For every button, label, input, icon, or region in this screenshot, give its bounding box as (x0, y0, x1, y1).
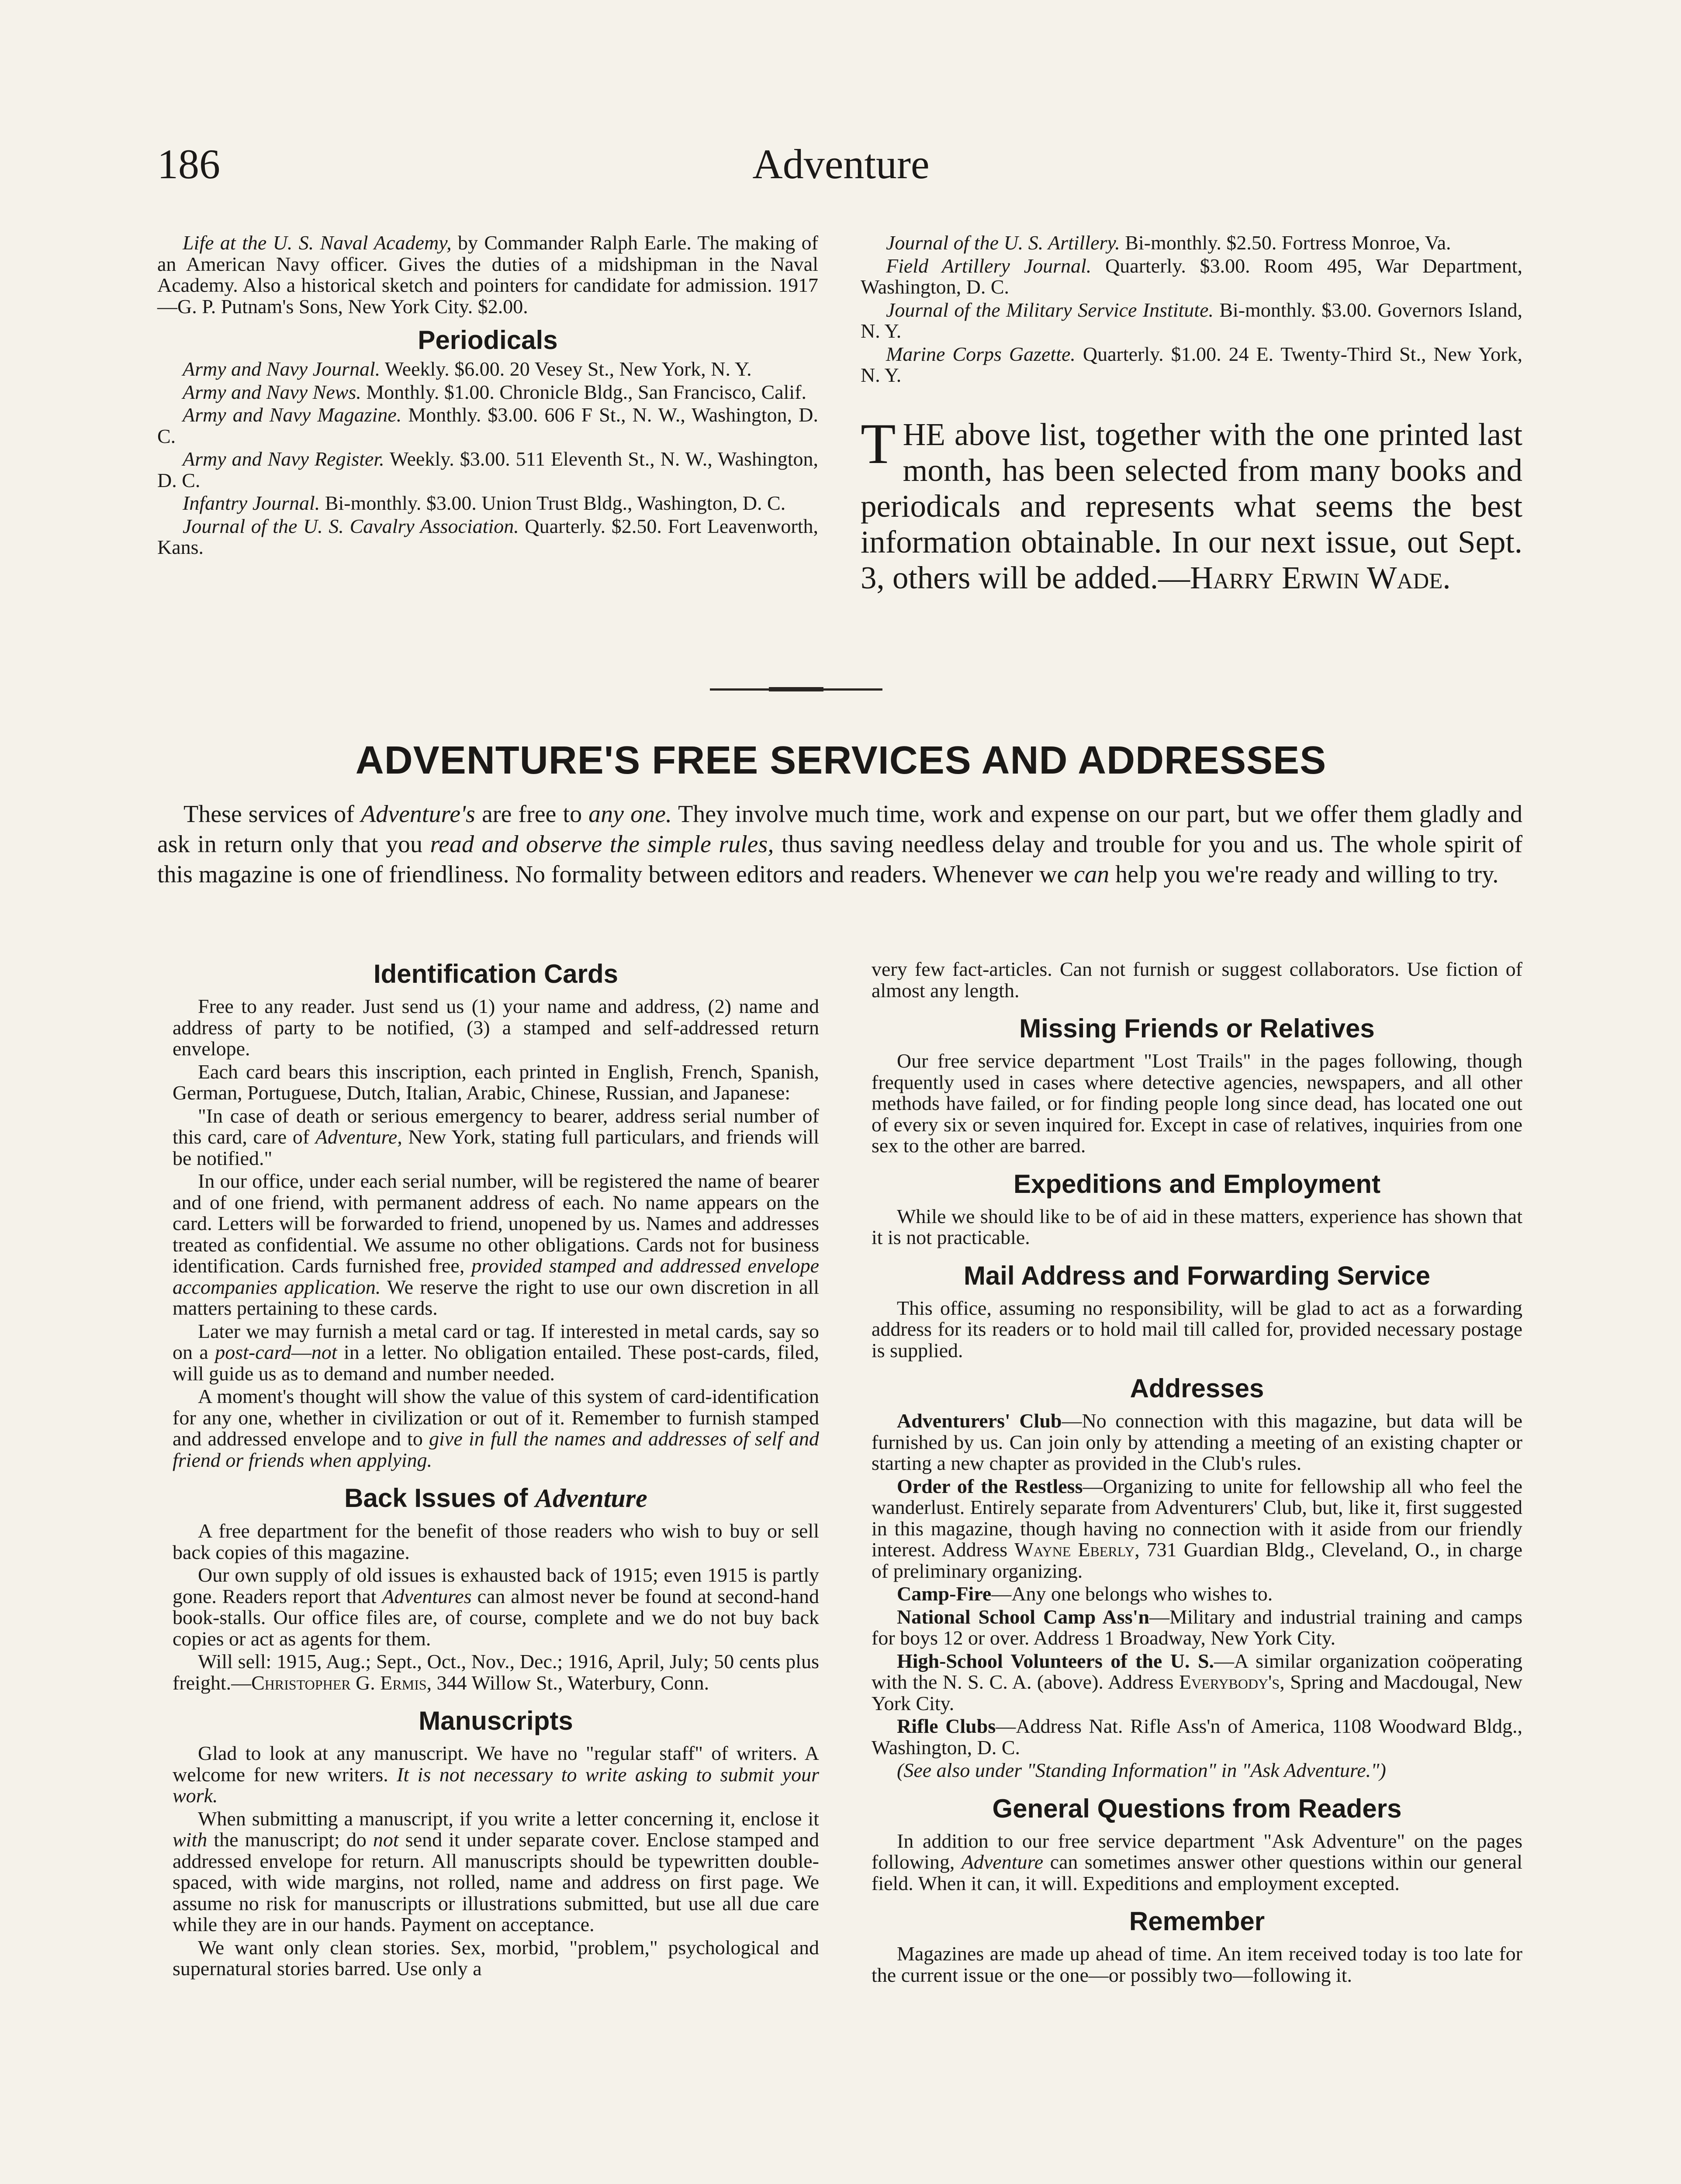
periodical-entry (861, 300, 1522, 342)
paragraph: Free to any reader. Just send us (1) your name and address, (2) name and address of party to be notified, (3) a stamped and self-addressed return envelope. (173, 995, 819, 1060)
text: Glad to look at any manuscript. We have no "regular staff" of writers. A welcome for new writers. (173, 1742, 819, 1786)
paragraph: We want only clean stories. Sex, morbid, "problem," psychological and supernatural stories barred. Use only a (173, 1936, 819, 1980)
italic-text: provided stamped and addressed envelope accompanies application. (173, 1254, 819, 1298)
intro-can: can (1074, 861, 1110, 888)
intro-text: They involve much time, work and expense on our part, but we offer them gladly and ask in return only that you (157, 801, 1522, 858)
periodical-entry (157, 516, 818, 558)
address-name: High-School Volunteers of the U. S. (897, 1649, 1214, 1672)
paragraph (173, 1386, 819, 1471)
periodical-title: Journal of the Military Service Institute. (886, 298, 1214, 321)
see-also-note (872, 1760, 1522, 1781)
text: —Organizing to unite for fellowship all who feel the wanderlust. Entirely separate from Adventurers' Club, but, like it, first suggested in this magazine, though having no connection with it aside from our friendly interest. Address (872, 1475, 1522, 1561)
text: —A similar organization coöperating with the N. S. C. A. (above). Address (872, 1649, 1522, 1693)
periodical-details: Bi-monthly. $2.50. Fortress Monroe, Va. (1120, 232, 1451, 254)
text: When submitting a manuscript, if you write a letter concerning it, enclose it (198, 1807, 819, 1830)
services-left-column (173, 959, 819, 1981)
adventure-italic: Adventure, (315, 1126, 402, 1148)
text: the manuscript; do (207, 1828, 373, 1851)
text: Will sell: 1915, Aug.; Sept., Oct., Nov., Dec.; 1916, April, July; 50 cents plus freight.— (173, 1650, 819, 1694)
heading-text: Back Issues of (344, 1483, 536, 1513)
address-entry (872, 1476, 1522, 1582)
running-header (157, 139, 1525, 204)
italic-text: not (311, 1341, 337, 1363)
contact-name: Everybody's, (1179, 1671, 1285, 1693)
periodical-title: Army and Navy Magazine. (183, 404, 402, 426)
inscription-paragraph (173, 1106, 819, 1169)
periodical-entry (157, 449, 818, 491)
periodical-details: Bi-monthly. $3.00. Governors Island, N. Y. (861, 298, 1522, 342)
text: —Military and industrial training and camps for boys 12 or over. Address 1 Broadway, New York City. (872, 1605, 1522, 1649)
editor-note (861, 411, 1522, 596)
paragraph (173, 1565, 819, 1649)
address-entry (872, 1651, 1522, 1714)
italic-text: It is not necessary to write asking to submit your work. (173, 1763, 819, 1807)
text: can sometimes answer other questions within our general field. When it can, it will. Expeditions and employment excepted. (872, 1851, 1522, 1894)
paragraph (173, 1743, 819, 1807)
italic-text: with (173, 1828, 208, 1851)
manuscripts-heading: Manuscripts (419, 1706, 573, 1735)
paragraph: A free department for the benefit of those readers who wish to buy or sell back copies of this magazine. (173, 1520, 819, 1563)
italic-text: post-card (215, 1341, 291, 1363)
book-list-right-column (861, 232, 1522, 596)
paragraph: Our free service department "Lost Trails" in the pages following, though frequently used in cases where detective agencies, newspapers, and all other methods have failed, or for finding people long since dead, has located one out of every six or seven inquired for. Except in case of relatives, inquiries from one sex to the other are barred. (872, 1050, 1522, 1157)
periodical-details: Weekly. $6.00. 20 Vesey St., New York, N. Y. (380, 358, 752, 380)
expeditions-heading: Expeditions and Employment (1013, 1169, 1381, 1199)
periodical-entry (157, 404, 818, 447)
periodical-details: Quarterly. $3.00. Room 495, War Department, Washington, D. C. (861, 254, 1522, 298)
intro-text: thus saving needless delay and trouble for you and us. The whole spirit of this magazine is one of friendliness. No formality between editors and readers. Whenever we (157, 831, 1522, 888)
address-name: Rifle Clubs (897, 1715, 996, 1737)
text: in a letter. No obligation entailed. These post-cards, filed, will guide us as to demand and number needed. (173, 1341, 819, 1385)
missing-friends-heading: Missing Friends or Relatives (1019, 1014, 1375, 1043)
periodical-details: Monthly. $1.00. Chronicle Bldg., San Francisco, Calif. (361, 380, 806, 403)
editor-note-author: Harry Erwin Wade. (1190, 560, 1451, 595)
seller-name: Christopher G. Ermis, (251, 1671, 432, 1694)
paragraph (872, 1831, 1522, 1894)
address-name: National School Camp Ass'n (897, 1605, 1150, 1628)
addresses-heading: Addresses (1130, 1374, 1264, 1403)
periodical-title: Army and Navy News. (183, 380, 361, 403)
services-intro (157, 799, 1522, 890)
text: Our own supply of old issues is exhausted back of 1915; even 1915 is partly gone. Readers report that (173, 1564, 819, 1607)
book-entry (157, 232, 818, 317)
page-number: 186 (157, 141, 220, 187)
address-entry (872, 1607, 1522, 1649)
periodical-details: Quarterly. $1.00. 24 E. Twenty-Third St., New York, N. Y. (861, 342, 1522, 386)
book-list-left-column (157, 232, 818, 560)
italic-text: (See also under "Standing Information" in "Ask Adventure.") (897, 1759, 1386, 1781)
periodical-entry (157, 359, 818, 380)
editor-note-text: HE above list, together with the one printed last month, has been selected from many books and periodicals and represents what seems the best information obtainable. In our next issue, out Sept. 3, others will be added.— (861, 416, 1522, 595)
mail-address-heading: Mail Address and Forwarding Service (963, 1261, 1431, 1290)
paragraph (173, 1321, 819, 1385)
paragraph-continued: very few fact-articles. Can not furnish or suggest collaborators. Use fiction of almost any length. (872, 958, 1522, 1002)
text: We reserve the right to use our own discretion in all matters pertaining to these cards. (173, 1275, 819, 1319)
intro-text: are free to (475, 801, 589, 828)
periodical-title: Army and Navy Register. (183, 448, 384, 470)
paragraph: Magazines are made up ahead of time. An item received today is too late for the current issue or the one—or possibly two—following it. (872, 1942, 1522, 1986)
italic-text: Adventures (382, 1585, 472, 1607)
periodicals-heading: Periodicals (418, 325, 558, 355)
address-name: Order of the Restless (897, 1475, 1083, 1497)
text: —Address Nat. Rifle Ass'n of America, 1108 Woodward Bldg., Washington, D. C. (872, 1715, 1522, 1759)
italic-text: not (373, 1828, 399, 1851)
book-title: Life at the U. S. Naval Academy, (183, 232, 452, 254)
address-name: Camp-Fire (897, 1583, 992, 1605)
services-right-column (872, 959, 1522, 1987)
text: 344 Willow St., Waterbury, Conn. (432, 1671, 709, 1694)
periodical-title: Field Artillery Journal. (886, 254, 1092, 277)
address-entry (872, 1410, 1522, 1474)
periodical-title: Army and Navy Journal. (183, 358, 380, 380)
text: —No connection with this magazine, but data will be furnished by us. Can join only by attending a meeting of an existing chapter or starting a new chapter as provided in the Club's rules. (872, 1410, 1522, 1474)
text: Spring and Macdougal, New York City. (872, 1671, 1522, 1714)
text: Later we may furnish a metal card or tag. If interested in metal cards, say so on a (173, 1320, 819, 1363)
text: 731 Guardian Bldg., Cleveland, O., in charge of preliminary organizing. (872, 1538, 1522, 1582)
paragraph: Each card bears this inscription, each printed in English, French, Spanish, German, Portuguese, Dutch, Italian, Arabic, Chinese, Russian, and Japanese: (173, 1060, 819, 1104)
text: In our office, under each serial number, will be registered the name of bearer and of one friend, with permanent address of each. No name appears on the card. Letters will be forwarded to friend, unopened by us. Names and addresses treated as confidential. We assume no other obligations. Cards not for business identification. Cards furnished free, (173, 1170, 819, 1277)
paragraph: This office, assuming no responsibility, will be glad to act as a forwarding address for its readers or to hold mail till called for, provided necessary postage is supplied. (872, 1296, 1522, 1362)
periodical-details: Quarterly. $2.50. Fort Leavenworth, Kans. (157, 515, 818, 558)
magazine-title: Adventure (752, 141, 930, 187)
paragraph (173, 1651, 819, 1693)
intro-text: These services of (183, 801, 361, 828)
address-name: Adventurers' Club (897, 1410, 1062, 1432)
paragraph: While we should like to be of aid in these matters, experience has shown that it is not practicable. (872, 1205, 1522, 1248)
paragraph (173, 1808, 819, 1935)
address-entry (872, 1583, 1522, 1605)
address-entry (872, 1716, 1522, 1758)
intro-adventure: Adventure's (361, 801, 475, 828)
text: can almost never be found at second-hand book-stalls. Our office files are, of course, complete and we do not buy back copies or act as agents for them. (173, 1585, 819, 1650)
periodical-details: Monthly. $3.00. 606 F St., N. W., Washington, D. C. (157, 404, 818, 447)
periodical-title: Infantry Journal. (183, 492, 320, 514)
italic-text: Adventure (961, 1851, 1044, 1873)
text: In addition to our free service department "Ask Adventure" on the pages following, (872, 1829, 1522, 1873)
periodical-title: Journal of the U. S. Cavalry Association. (183, 515, 519, 537)
general-questions-heading: General Questions from Readers (992, 1794, 1402, 1823)
periodical-details: Bi-monthly. $3.00. Union Trust Bldg., Washington, D. C. (320, 492, 786, 514)
periodical-title: Journal of the U. S. Artillery. (886, 232, 1120, 254)
periodical-entry (861, 256, 1522, 298)
periodical-entry (861, 232, 1522, 254)
services-banner: ADVENTURE'S FREE SERVICES AND ADDRESSES (355, 739, 1327, 782)
intro-rules: read and observe the simple rules, (430, 831, 774, 858)
dash: — (291, 1341, 311, 1363)
remember-heading: Remember (1129, 1907, 1265, 1936)
paragraph (173, 1171, 819, 1319)
section-divider-center (769, 687, 823, 691)
periodical-entry (861, 344, 1522, 386)
book-description: by Commander Ralph Earle. The making of an American Navy officer. Gives the duties of a midshipman in the Naval Academy. Also a historical sketch and pointers for candidate for admission. 1917—G. P. Putnam's Sons, New York City. $2.00. (157, 232, 818, 318)
back-issues-heading (173, 1483, 819, 1514)
text: send it under separate cover. Enclose stamped and addressed envelope for return. All manuscripts should be typewritten double-spaced, with wide margins, not rolled, name and address on first page. We assume no risk for manuscripts or illustrations submitted, but use all due care while they are in our hands. Payment on acceptance. (173, 1828, 819, 1935)
text: —Any one belongs who wishes to. (991, 1583, 1273, 1605)
intro-text: help you we're ready and willing to try. (1109, 861, 1499, 888)
text: A moment's thought will show the value of this system of card-identification for any one, whether in civilization or out of it. Remember to furnish stamped and addressed envelope and to (173, 1385, 819, 1450)
periodical-details: Weekly. $3.00. 511 Eleventh St., N. W., Washington, D. C. (157, 448, 818, 491)
text: New York, stating full particulars, and friends will be notified." (173, 1126, 819, 1169)
text: "In case of death or serious emergency to bearer, address serial number of this card, care of (173, 1104, 819, 1148)
periodical-title: Marine Corps Gazette. (886, 342, 1076, 365)
periodical-entry (157, 493, 818, 514)
heading-adventure: Adventure (535, 1484, 647, 1513)
italic-text: give in full the names and addresses of self and friend or friends when applying. (173, 1427, 819, 1471)
periodical-entry (157, 382, 818, 403)
identification-cards-heading: Identification Cards (373, 959, 619, 988)
drop-cap: T (861, 411, 896, 476)
contact-name: Wayne Eberly, (1014, 1538, 1140, 1561)
intro-any-one: any one. (588, 801, 672, 828)
